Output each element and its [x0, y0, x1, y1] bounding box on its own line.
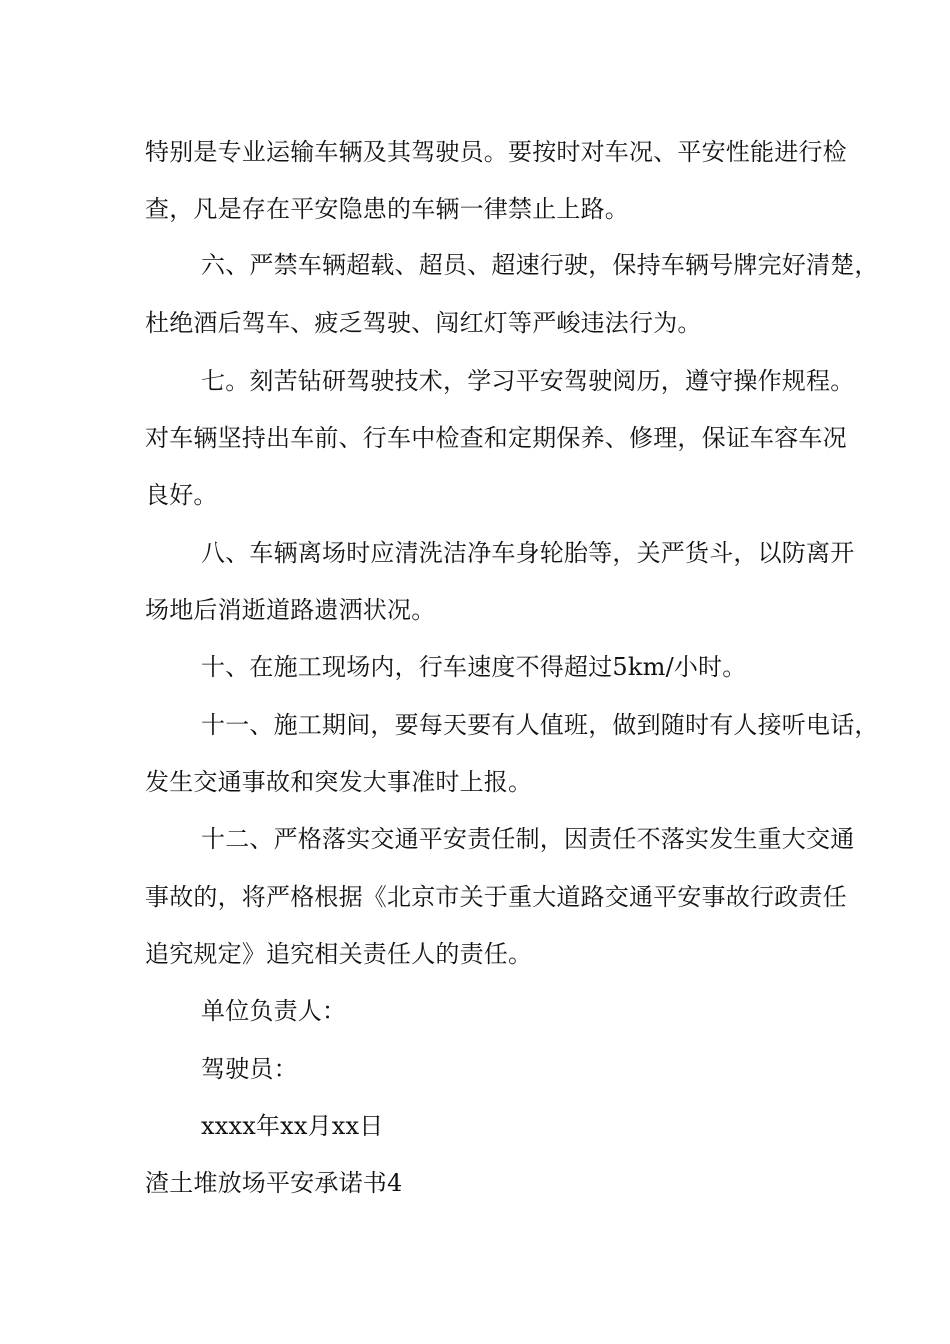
driver-label: 驾驶员：	[201, 1055, 298, 1083]
paragraph-7-line-2: 对车辆坚持出车前、行车中检查和定期保养、修理，保证车容车况	[145, 424, 847, 452]
paragraph-12-line-1: 十二、严格落实交通平安责任制，因责任不落实发生重大交通	[201, 825, 855, 853]
paragraph-7-line-1: 七。刻苦钻研驾驶技术，学习平安驾驶阅历，遵守操作规程。	[201, 367, 855, 395]
paragraph-11-line-1: 十一、施工期间，要每天要有人值班，做到随时有人接听电话，	[201, 711, 879, 739]
paragraph-12-line-2: 事故的，将严格根据《北京市关于重大道路交通平安事故行政责任	[145, 883, 847, 911]
unit-leader-label: 单位负责人：	[201, 997, 347, 1025]
paragraph-7-line-3: 良好。	[145, 481, 218, 509]
paragraph-6-line-2: 杜绝酒后驾车、疲乏驾驶、闯红灯等严峻违法行为。	[145, 309, 702, 337]
paragraph-8-line-2: 场地后消逝道路遗洒状况。	[145, 596, 436, 624]
section-heading: 渣土堆放场平安承诺书4	[145, 1169, 403, 1197]
text-line-2: 查，凡是存在平安隐患的车辆一律禁止上路。	[145, 195, 629, 223]
date-line: xxxx年xx月xx日	[201, 1112, 384, 1140]
paragraph-11-line-2: 发生交通事故和突发大事准时上报。	[145, 768, 533, 796]
paragraph-6-line-1: 六、严禁车辆超载、超员、超速行驶，保持车辆号牌完好清楚，	[201, 251, 879, 279]
paragraph-12-line-3: 追究规定》追究相关责任人的责任。	[145, 940, 533, 968]
text-line-1: 特别是专业运输车辆及其驾驶员。要按时对车况、平安性能进行检	[145, 138, 847, 166]
paragraph-8-line-1: 八、车辆离场时应清洗洁净车身轮胎等，关严货斗，以防离开	[201, 539, 855, 567]
paragraph-10-line-1: 十、在施工现场内，行车速度不得超过5km/小时。	[201, 653, 747, 681]
